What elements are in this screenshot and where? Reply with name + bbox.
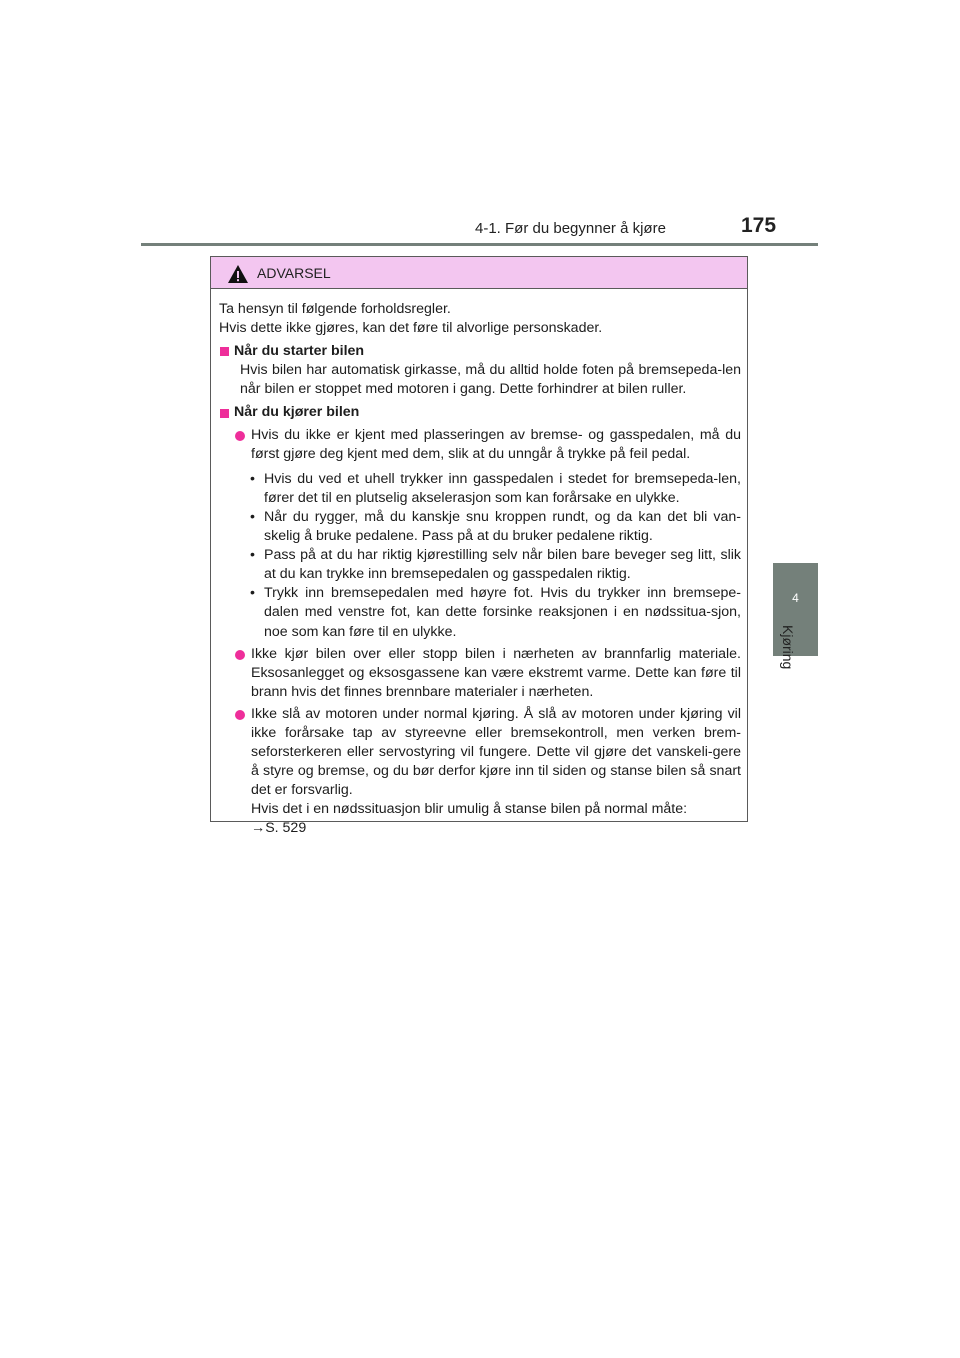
section-heading <box>219 403 741 422</box>
circle-bullet-icon <box>235 650 245 660</box>
bullet-text: Ikke kjør bilen over eller stopp bilen i nærheten av brannfarlig materiale. Eksosanlegget og eksosgassene kan være ekstremt varme. Dette kan føre til brann hvis det finnes brennbare materialer i nærheten. <box>251 645 741 700</box>
warning-box <box>210 256 748 837</box>
section-heading-text: Når du kjører bilen <box>234 404 360 421</box>
bullet-item <box>219 705 741 839</box>
sub-bullet-text: Trykk inn bremsepedalen med høyre fot. Hvis du trykker inn bremsepe-dalen med venstre fot, kan dette forsinke reaksjonen i en nødssitua-sjon, noe som kan føre til en ulykke. <box>264 585 741 640</box>
dot-bullet-icon: • <box>250 547 255 564</box>
bullet-note: Hvis det i en nødssituasjon blir umulig å stanse bilen på normal måte: <box>251 801 688 818</box>
header-divider <box>141 243 818 246</box>
warning-body <box>211 289 747 839</box>
intro-line: Ta hensyn til følgende forholdsregler. <box>219 301 451 317</box>
sub-bullet-item <box>219 584 741 641</box>
sub-bullet-text: Hvis du ved et uhell trykker inn gasspedalen i stedet for bremsepeda-len, fører det til en plutselig akselerasjon som kan forårsake en ulykke. <box>264 470 741 506</box>
sub-bullet-item <box>219 508 741 546</box>
circle-bullet-icon <box>235 710 245 720</box>
page-number: 175 <box>741 214 777 237</box>
dot-bullet-icon: • <box>250 508 255 525</box>
sub-bullet-item <box>219 546 741 584</box>
bullet-text: Hvis du ikke er kjent med plasseringen av bremse- og gasspedalen, må du først gjøre deg kjent med dem, slik at du unngår å trykke på feil pedal. <box>251 426 741 462</box>
warning-triangle-icon <box>227 264 249 284</box>
section-text: Hvis bilen har automatisk girkasse, må du alltid holde foten på bremsepeda-len når bilen er stoppet med motoren i gang. Dette forhindrer at bilen ruller. <box>240 362 741 398</box>
section-heading-text: Når du starter bilen <box>234 343 365 360</box>
square-bullet-icon <box>220 347 229 356</box>
warning-title: ADVARSEL <box>257 264 331 281</box>
warning-header <box>211 257 747 289</box>
sub-bullet-list <box>219 470 741 642</box>
bullet-text: Ikke slå av motoren under normal kjøring. Å slå av motoren under kjøring vil ikke forårsake tap av styreevne eller bremsekontroll, men verken brem-seforsterkeren eller servostyring vil fungere. Dette vil gjøre det vanskeli-gere å styre og bremse, og du bør derfor kjøre inn til siden og stanse bilen så snart det er forsvarlig. <box>251 705 741 799</box>
page-reference-link[interactable]: →S. 529 <box>251 820 307 837</box>
section-heading <box>219 342 741 361</box>
dot-bullet-icon: • <box>250 585 255 602</box>
bullet-item <box>219 645 741 702</box>
sub-bullet-item <box>219 470 741 508</box>
circle-bullet-icon <box>235 431 245 441</box>
chapter-number: 4 <box>792 591 799 605</box>
dot-bullet-icon: • <box>250 470 255 487</box>
section-title: 4-1. Før du begynner å kjøre <box>475 220 666 237</box>
sub-bullet-text: Når du rygger, må du kanskje snu kroppen rundt, og da kan det bli van-skelig å bruke pedalene. Pass på at du bruker pedalene riktig. <box>264 508 741 545</box>
intro-line: Hvis dette ikke gjøres, kan det føre til alvorlige personskader. <box>219 320 603 337</box>
chapter-label: Kjøring <box>780 625 796 670</box>
sub-bullet-text: Pass på at du har riktig kjørestilling selv når bilen bare beveger seg litt, slik at du kan trykke inn bremsepedalen og gasspedalen riktig. <box>264 547 741 583</box>
square-bullet-icon <box>220 409 229 418</box>
bullet-item <box>219 426 741 464</box>
